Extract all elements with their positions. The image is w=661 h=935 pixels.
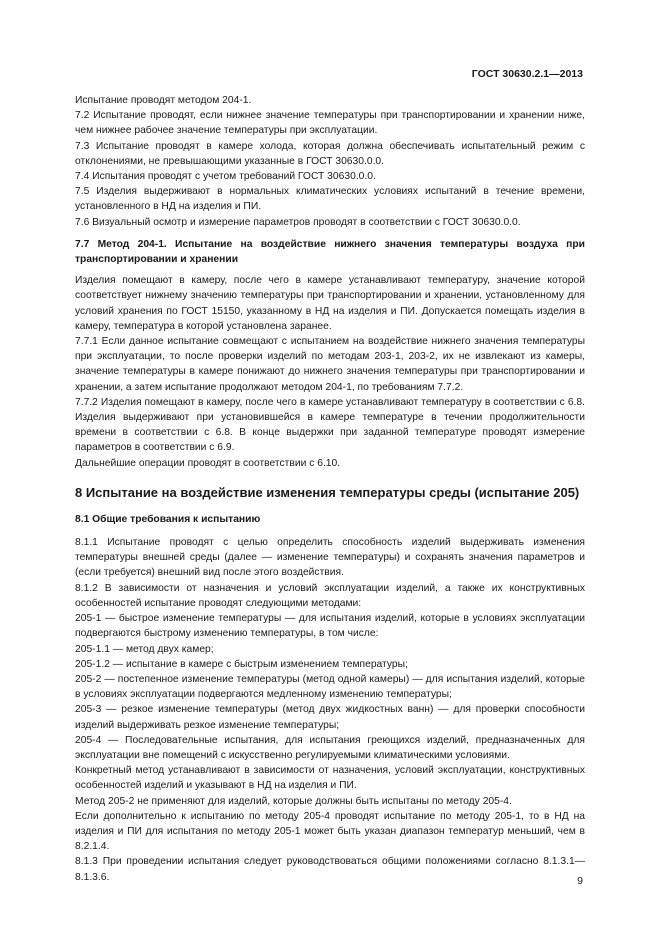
paragraph: 205-2 — постепенное изменение температуры (метод одной камеры) — для испытания изделий, которые в условиях эксплуатации подвергаются медленному изменению температуры; [75,673,585,701]
paragraph: 205-1 — быстрое изменение температуры — для испытания изделий, которые в условиях эксплуатации подвергаются быстрому изменению температуры, в том числе: [75,613,585,640]
paragraph: Изделия помещают в камеру, после чего в камере устанавливают температуру, значение которой соответствует нижнему значению температуры при транспортировании и хранении, установленному для условий хранения по ГОСТ 15150, указанному в НД на изделия и ПИ. Допускается помещать изделия в камеру, температура в которой установлена заранее. [75,275,585,332]
paragraph: Испытание проводят методом 204-1. [75,95,252,106]
paragraph: 7.5 Изделия выдерживают в нормальных климатических условиях испытаний в течение времени, установленного в НД на изделия и ПИ. [75,186,585,213]
paragraph: 8.1.1 Испытание проводят с целью определить способность изделий выдерживать изменения температуры внешней среды (далее — изменение температуры) и сохранять значения параметров и (если требуется) внешний вид после этого воздействия. [75,537,585,579]
paragraph: 7.2 Испытание проводят, если нижнее значение температуры при транспортировании и хранении ниже, чем нижнее рабочее значение температуры при эксплуатации. [75,110,585,137]
paragraph: 205-1.2 — испытание в камере с быстрым изменением температуры; [75,658,408,670]
paragraph: 205-3 — резкое изменение температуры (метод двух жидкостных ванн) — для проверки способности изделий выдерживать резкое изменение температуры; [75,704,585,731]
paragraph: 8.1.2 В зависимости от назначения и условий эксплуатации изделий, а также их конструктивных особенностей испытание проводят следующими методами: [75,582,585,609]
section-heading-7-7: 7.7 Метод 204-1. Испытание на воздействие нижнего значения температуры воздуха при транспортировании и хранении [75,238,585,266]
paragraph: 8.1.3 При проведении испытания следует руководствоваться общими положениями согласно 8.1.3.1—8.1.3.6. [75,856,585,883]
paragraph: 7.6 Визуальный осмотр и измерение параметров проводят в соответствии с ГОСТ 30630.0.0. [75,216,521,228]
section-heading-8: 8 Испытание на воздействие изменения температуры среды (испытание 205) [75,484,580,500]
document-header-code: ГОСТ 30630.2.1—2013 [471,68,583,80]
paragraph: 7.4 Испытания проводят с учетом требований ГОСТ 30630.0.0. [75,171,376,183]
paragraph: 205-4 — Последовательные испытания, для испытания греющихся изделий, предназначенных для эксплуатации вне помещений с искусственно регулируемыми климатическими условиями. [75,734,585,761]
paragraph: Дальнейшие операции проводят в соответствии с 6.10. [75,457,341,469]
paragraph: 205-1.1 — метод двух камер; [75,643,214,655]
paragraph: Метод 205-2 не применяют для изделий, которые должны быть испытаны по методу 205-4. [75,795,512,807]
paragraph: 7.7.2 Изделия помещают в камеру, после чего в камере устанавливают температуру в соответствии с 6.8. Изделия выдерживают при установившейся в камере температуре в течении продолжительности времени в соответствии с 6.8. В конце выдержки при заданной температуре проводят измерение параметров в соответствии с 6.9. [75,396,585,454]
document-body [75,93,585,885]
paragraph: 7.7.1 Если данное испытание совмещают с испытанием на воздействие нижнего значения температуры при эксплуатации, то после проверки изделий по методам 203-1, 203-2, их не извлекают из камеры, значение температуры в камере понижают до нижнего значения температуры при транспортировании и хранении, а затем испытание продолжают методом 204-1, по требованиям 7.7.2. [75,336,585,393]
paragraph: Конкретный метод устанавливают в зависимости от назначения, условий эксплуатации, конструктивных особенностей изделий и указывают в НД на изделия и ПИ. [75,765,585,792]
paragraph: Если дополнительно к испытанию по методу 205-4 проводят испытание по методу 205-1, то в НД на изделия и ПИ для испытания по методу 205-1 может быть указан диапазон температур меньший, чем в 8.2.1.4. [75,810,585,853]
subsection-heading-8-1: 8.1 Общие требования к испытанию [75,513,261,525]
page-number: 9 [577,875,583,887]
paragraph: 7.3 Испытание проводят в камере холода, которая должна обеспечивать испытательный режим с отклонениями, не превышающими указанные в ГОСТ 30630.0.0. [75,140,585,167]
